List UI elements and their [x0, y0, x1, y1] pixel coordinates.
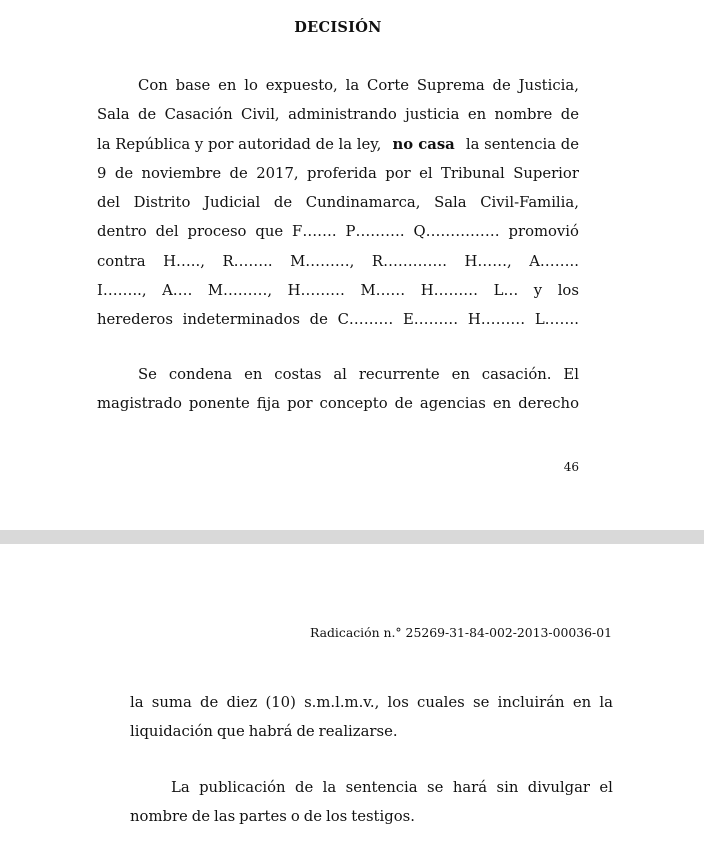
word: incluirán: [497, 694, 565, 711]
word: Justicia,: [518, 77, 579, 94]
text-line: [97, 188, 579, 217]
word: del: [155, 223, 179, 241]
word: derecho: [518, 395, 579, 413]
word: Suprema: [416, 77, 485, 94]
word: de: [303, 808, 322, 826]
word: de: [137, 106, 157, 124]
word: habrá: [248, 723, 293, 741]
word: I……..,: [97, 282, 147, 300]
word: E………: [402, 311, 459, 329]
word: y: [533, 282, 543, 300]
word: en: [451, 366, 470, 383]
word: divulgar: [527, 779, 590, 796]
word: por: [287, 395, 313, 413]
word: contra: [97, 252, 146, 270]
word: administrando: [288, 106, 397, 124]
text-line: [97, 71, 579, 100]
word: casación.: [481, 366, 552, 383]
word: Sala: [434, 194, 467, 212]
word: que: [255, 223, 284, 241]
word: de: [273, 194, 293, 212]
word: de: [229, 164, 248, 182]
word: sentencia: [345, 779, 418, 796]
word: H…..,: [163, 252, 205, 270]
text-line: [97, 130, 579, 159]
word: sin: [496, 779, 519, 796]
word: 9: [97, 164, 107, 182]
word: H………: [420, 282, 479, 300]
word: de: [492, 77, 511, 94]
text-line: [97, 305, 579, 334]
word: L…….: [534, 311, 579, 329]
word: que: [216, 723, 245, 741]
text-line: [130, 802, 613, 831]
word: fija: [256, 395, 281, 413]
word: los: [557, 282, 579, 300]
word: la: [599, 694, 613, 711]
word: nombre: [494, 106, 553, 124]
word: de: [191, 808, 211, 826]
word: F…….: [292, 223, 337, 241]
word: condena: [168, 366, 233, 383]
decision-paragraph: [97, 71, 579, 335]
text-line: [97, 217, 579, 246]
word: o: [290, 808, 300, 826]
word: R………….: [371, 252, 447, 270]
word: concepto: [319, 395, 388, 413]
text-line: [97, 360, 579, 389]
word: H………: [467, 311, 526, 329]
page-number: 46: [563, 460, 579, 474]
word: s.m.l.m.v.,: [304, 694, 380, 711]
text-line: [130, 688, 613, 717]
text-line: [97, 389, 579, 418]
word: promovió: [508, 223, 579, 241]
text-line: [97, 276, 579, 305]
word: noviembre: [141, 164, 222, 182]
radicacion-header: Radicación n.° 25269-31-84-002-2013-00036-01: [310, 625, 612, 640]
word: H……,: [464, 252, 512, 270]
word: liquidación: [130, 723, 213, 741]
word: M……: [360, 282, 406, 300]
word: A……..: [529, 252, 579, 270]
word: al: [333, 366, 347, 383]
word: se: [427, 779, 444, 796]
word: H………: [287, 282, 345, 300]
word: el: [599, 779, 613, 796]
word: lo: [244, 77, 258, 94]
word: en: [218, 77, 237, 94]
word: ponente: [188, 395, 250, 413]
word: Cundinamarca,: [305, 194, 421, 212]
word: la: [345, 77, 360, 94]
word: realizarse.: [318, 723, 398, 741]
page-47: [0, 544, 704, 843]
word: nombre: [130, 808, 188, 826]
word: (10): [265, 694, 296, 711]
word: recurrente: [358, 366, 440, 383]
word: los: [326, 808, 348, 826]
word: Sala: [97, 106, 130, 124]
word: proferida: [307, 164, 377, 182]
word: C………: [337, 311, 394, 329]
word: justicia: [405, 106, 460, 124]
word: Con: [138, 77, 168, 94]
publication-paragraph: [130, 773, 613, 832]
word: en: [572, 694, 592, 711]
word: en: [244, 366, 263, 383]
word: El: [563, 366, 579, 383]
word: publicación: [199, 779, 286, 796]
word: de: [309, 311, 328, 329]
word: Se: [138, 366, 157, 383]
word: A….: [162, 282, 193, 300]
word: proceso: [187, 223, 247, 241]
word: expuesto,: [265, 77, 338, 94]
word: en: [492, 395, 512, 413]
word: Q……………: [413, 223, 500, 241]
bold-phrase: no casa: [392, 135, 455, 153]
sum-paragraph: [130, 688, 613, 747]
word: en: [467, 106, 487, 124]
word: base: [175, 77, 211, 94]
word: de: [114, 164, 134, 182]
word: Superior: [513, 164, 579, 182]
word: de: [296, 723, 315, 741]
word: las: [214, 808, 236, 826]
text-line: [97, 159, 579, 188]
word: agencias: [419, 395, 486, 413]
word: herederos: [97, 311, 173, 329]
word: partes: [239, 808, 287, 826]
word: Civil,: [241, 106, 280, 124]
word: Judicial: [204, 194, 261, 212]
word: magistrado: [97, 395, 182, 413]
word: diez: [226, 694, 258, 711]
word: Corte: [367, 77, 410, 94]
text-line: [97, 100, 579, 129]
word: de: [295, 779, 314, 796]
page-separator: [0, 530, 704, 544]
word: se: [473, 694, 490, 711]
word: la: [130, 694, 144, 711]
word: Civil-Familia,: [480, 194, 579, 212]
costs-paragraph: [97, 360, 579, 419]
word: de: [394, 395, 413, 413]
word: de: [200, 694, 219, 711]
word: costas: [274, 366, 322, 383]
text-line: [130, 773, 613, 802]
word: Distrito: [133, 194, 191, 212]
word: por: [385, 164, 411, 182]
word: M………,: [290, 252, 355, 270]
word: el: [419, 164, 433, 182]
word: L…: [493, 282, 519, 300]
word: testigos.: [351, 808, 415, 826]
word: dentro: [97, 223, 147, 241]
word: Casación: [164, 106, 233, 124]
word: Tribunal: [441, 164, 505, 182]
word: la: [322, 779, 337, 796]
word: de: [560, 106, 579, 124]
word: hará: [452, 779, 488, 796]
word: del: [97, 194, 120, 212]
word: indeterminados: [182, 311, 300, 329]
text-segment: la sentencia de: [465, 135, 579, 153]
section-title: DECISIÓN: [294, 19, 382, 36]
word: P……….: [345, 223, 405, 241]
word: 2017,: [256, 164, 299, 182]
word: M………,: [207, 282, 273, 300]
text-segment: la República y por autoridad de la ley,: [97, 135, 382, 153]
text-line: [97, 247, 579, 276]
word: los: [387, 694, 409, 711]
text-line: [130, 717, 613, 746]
word: R……..: [222, 252, 273, 270]
word: suma: [151, 694, 192, 711]
word: La: [171, 779, 190, 796]
word: cuales: [417, 694, 465, 711]
